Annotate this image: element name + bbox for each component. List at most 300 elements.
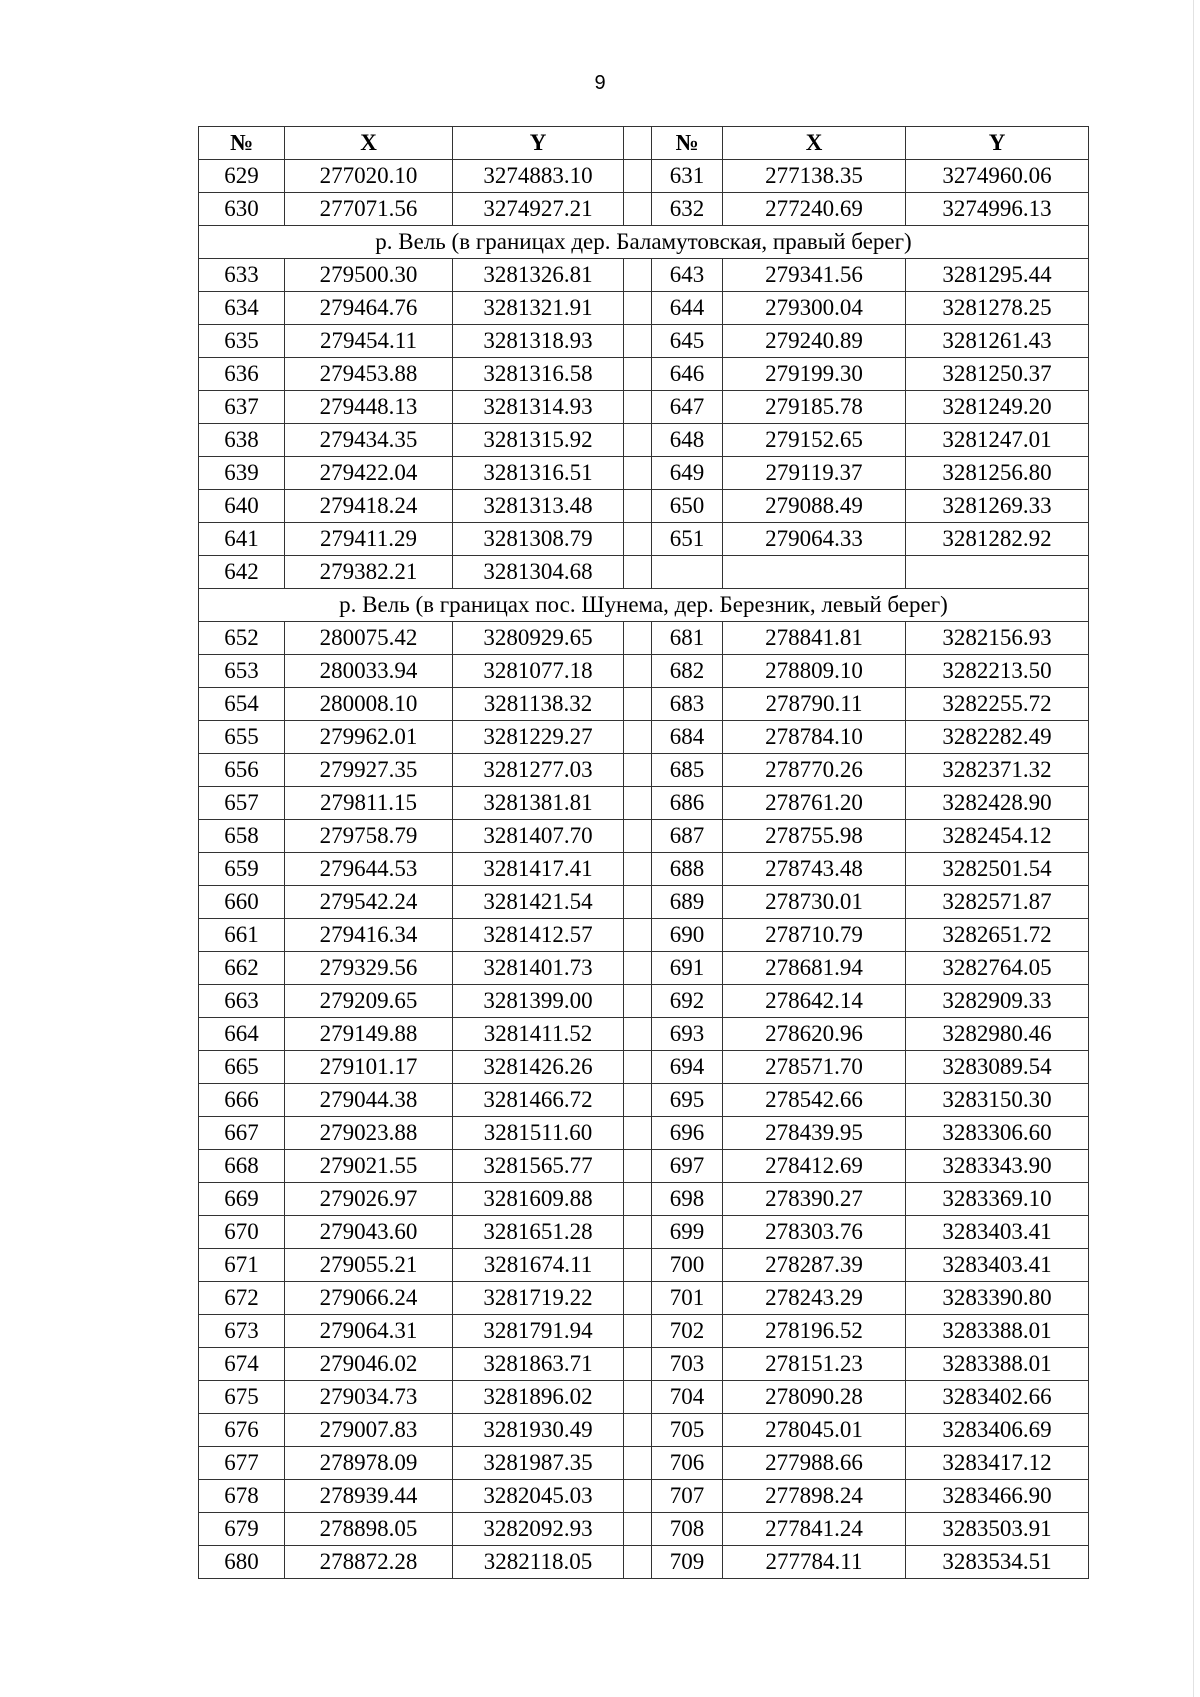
y-value-right: 3282255.72 <box>906 688 1089 721</box>
gap-cell <box>624 1018 652 1051</box>
table-row <box>199 1150 1089 1183</box>
table-row <box>199 1051 1089 1084</box>
table-row <box>199 1117 1089 1150</box>
table-row <box>199 721 1089 754</box>
x-value-left: 279209.65 <box>285 985 453 1018</box>
point-number-right: 701 <box>652 1282 723 1315</box>
gap-cell <box>624 1282 652 1315</box>
point-number-right: 696 <box>652 1117 723 1150</box>
x-value-left: 279064.31 <box>285 1315 453 1348</box>
point-number-right: 708 <box>652 1513 723 1546</box>
y-value-right: 3274960.06 <box>906 160 1089 193</box>
x-value-right: 277898.24 <box>723 1480 906 1513</box>
y-value-right: 3283402.66 <box>906 1381 1089 1414</box>
table-row <box>199 985 1089 1018</box>
point-number-left: 660 <box>199 886 285 919</box>
y-value-left: 3281411.52 <box>453 1018 624 1051</box>
table-row <box>199 160 1089 193</box>
x-value-right: 279152.65 <box>723 424 906 457</box>
x-value-right: 278710.79 <box>723 919 906 952</box>
y-value-right: 3281250.37 <box>906 358 1089 391</box>
table-row <box>199 1183 1089 1216</box>
x-value-right: 277240.69 <box>723 193 906 226</box>
x-value-right: 279088.49 <box>723 490 906 523</box>
gap-cell <box>624 523 652 556</box>
y-value-right: 3282454.12 <box>906 820 1089 853</box>
gap-cell <box>624 952 652 985</box>
y-value-left: 3282092.93 <box>453 1513 624 1546</box>
y-value-right: 3282213.50 <box>906 655 1089 688</box>
y-value-left: 3281791.94 <box>453 1315 624 1348</box>
point-number-left: 634 <box>199 292 285 325</box>
gap-cell <box>624 358 652 391</box>
x-value-left: 278978.09 <box>285 1447 453 1480</box>
table-row <box>199 1282 1089 1315</box>
point-number-right: 631 <box>652 160 723 193</box>
x-value-right: 278755.98 <box>723 820 906 853</box>
y-value-right: 3281249.20 <box>906 391 1089 424</box>
point-number-left: 659 <box>199 853 285 886</box>
y-value-right: 3283406.69 <box>906 1414 1089 1447</box>
header-gap <box>624 127 652 160</box>
table-row <box>199 1480 1089 1513</box>
point-number-left: 664 <box>199 1018 285 1051</box>
table-row <box>199 1513 1089 1546</box>
point-number-left: 667 <box>199 1117 285 1150</box>
x-value-right: 277138.35 <box>723 160 906 193</box>
page-edge-line <box>1193 0 1194 1697</box>
x-value-right: 277988.66 <box>723 1447 906 1480</box>
point-number-left: 676 <box>199 1414 285 1447</box>
gap-cell <box>624 1348 652 1381</box>
x-value-right: 278743.48 <box>723 853 906 886</box>
x-value-right: 278809.10 <box>723 655 906 688</box>
x-value-right: 277841.24 <box>723 1513 906 1546</box>
table-row <box>199 259 1089 292</box>
gap-cell <box>624 1480 652 1513</box>
x-value-left: 279418.24 <box>285 490 453 523</box>
point-number-right: 689 <box>652 886 723 919</box>
table-row <box>199 292 1089 325</box>
point-number-right: 688 <box>652 853 723 886</box>
point-number-left: 656 <box>199 754 285 787</box>
table-row <box>199 523 1089 556</box>
point-number-right: 644 <box>652 292 723 325</box>
table-row <box>199 688 1089 721</box>
table-row <box>199 358 1089 391</box>
y-value-right: 3283390.80 <box>906 1282 1089 1315</box>
point-number-right: 706 <box>652 1447 723 1480</box>
gap-cell <box>624 391 652 424</box>
y-value-left: 3281863.71 <box>453 1348 624 1381</box>
y-value-left: 3281412.57 <box>453 919 624 952</box>
point-number-left: 673 <box>199 1315 285 1348</box>
point-number-left: 640 <box>199 490 285 523</box>
x-value-right <box>723 556 906 589</box>
table-row <box>199 787 1089 820</box>
point-number-left: 657 <box>199 787 285 820</box>
point-number-left: 636 <box>199 358 285 391</box>
header-x-left: X <box>285 127 453 160</box>
point-number-right: 703 <box>652 1348 723 1381</box>
x-value-left: 279023.88 <box>285 1117 453 1150</box>
y-value-left: 3274927.21 <box>453 193 624 226</box>
x-value-left: 279101.17 <box>285 1051 453 1084</box>
x-value-left: 277071.56 <box>285 193 453 226</box>
gap-cell <box>624 853 652 886</box>
gap-cell <box>624 787 652 820</box>
table-row <box>199 1018 1089 1051</box>
y-value-left: 3281426.26 <box>453 1051 624 1084</box>
x-value-left: 279927.35 <box>285 754 453 787</box>
page-number: 9 <box>594 72 606 94</box>
x-value-right: 278412.69 <box>723 1150 906 1183</box>
gap-cell <box>624 1216 652 1249</box>
table-row <box>199 556 1089 589</box>
y-value-left: 3281987.35 <box>453 1447 624 1480</box>
x-value-right: 279064.33 <box>723 523 906 556</box>
y-value-right: 3282980.46 <box>906 1018 1089 1051</box>
table-row <box>199 655 1089 688</box>
y-value-right: 3282764.05 <box>906 952 1089 985</box>
gap-cell <box>624 622 652 655</box>
x-value-right: 279185.78 <box>723 391 906 424</box>
gap-cell <box>624 1546 652 1579</box>
point-number-left: 633 <box>199 259 285 292</box>
y-value-left: 3281077.18 <box>453 655 624 688</box>
x-value-right: 278045.01 <box>723 1414 906 1447</box>
x-value-right: 278090.28 <box>723 1381 906 1414</box>
table-row <box>199 622 1089 655</box>
y-value-right: 3282371.32 <box>906 754 1089 787</box>
point-number-left: 658 <box>199 820 285 853</box>
gap-cell <box>624 259 652 292</box>
point-number-left: 630 <box>199 193 285 226</box>
y-value-left: 3281511.60 <box>453 1117 624 1150</box>
point-number-left: 680 <box>199 1546 285 1579</box>
gap-cell <box>624 160 652 193</box>
y-value-left: 3281651.28 <box>453 1216 624 1249</box>
gap-cell <box>624 886 652 919</box>
y-value-left: 3281138.32 <box>453 688 624 721</box>
table-row <box>199 193 1089 226</box>
x-value-left: 279422.04 <box>285 457 453 490</box>
y-value-left: 3281466.72 <box>453 1084 624 1117</box>
point-number-right: 645 <box>652 325 723 358</box>
point-number-right: 649 <box>652 457 723 490</box>
point-number-right: 704 <box>652 1381 723 1414</box>
point-number-right: 651 <box>652 523 723 556</box>
y-value-right: 3283417.12 <box>906 1447 1089 1480</box>
y-value-left: 3281896.02 <box>453 1381 624 1414</box>
table-header-row <box>199 127 1089 160</box>
y-value-right: 3282651.72 <box>906 919 1089 952</box>
point-number-left: 666 <box>199 1084 285 1117</box>
x-value-left: 278872.28 <box>285 1546 453 1579</box>
gap-cell <box>624 721 652 754</box>
point-number-right: 648 <box>652 424 723 457</box>
point-number-right: 694 <box>652 1051 723 1084</box>
point-number-right: 683 <box>652 688 723 721</box>
table-row <box>199 1348 1089 1381</box>
x-value-right: 278287.39 <box>723 1249 906 1282</box>
y-value-right: 3283306.60 <box>906 1117 1089 1150</box>
point-number-left: 665 <box>199 1051 285 1084</box>
x-value-left: 280008.10 <box>285 688 453 721</box>
point-number-right: 709 <box>652 1546 723 1579</box>
x-value-left: 279066.24 <box>285 1282 453 1315</box>
x-value-left: 279500.30 <box>285 259 453 292</box>
table-row <box>199 1216 1089 1249</box>
point-number-left: 678 <box>199 1480 285 1513</box>
y-value-left: 3281304.68 <box>453 556 624 589</box>
table-row <box>199 886 1089 919</box>
point-number-left: 629 <box>199 160 285 193</box>
x-value-right: 278784.10 <box>723 721 906 754</box>
y-value-right: 3283503.91 <box>906 1513 1089 1546</box>
y-value-right: 3283388.01 <box>906 1348 1089 1381</box>
table-row <box>199 952 1089 985</box>
y-value-left: 3281421.54 <box>453 886 624 919</box>
point-number-left: 642 <box>199 556 285 589</box>
point-number-right: 687 <box>652 820 723 853</box>
table-row <box>199 457 1089 490</box>
gap-cell <box>624 193 652 226</box>
y-value-right: 3282428.90 <box>906 787 1089 820</box>
y-value-left: 3280929.65 <box>453 622 624 655</box>
point-number-left: 638 <box>199 424 285 457</box>
y-value-left: 3281229.27 <box>453 721 624 754</box>
section-title: р. Вель (в границах пос. Шунема, дер. Березник, левый берег) <box>199 589 1089 622</box>
x-value-left: 279811.15 <box>285 787 453 820</box>
point-number-left: 670 <box>199 1216 285 1249</box>
y-value-left: 3281674.11 <box>453 1249 624 1282</box>
y-value-left: 3281326.81 <box>453 259 624 292</box>
point-number-right: 697 <box>652 1150 723 1183</box>
header-y-left: Y <box>453 127 624 160</box>
x-value-left: 279021.55 <box>285 1150 453 1183</box>
x-value-left: 277020.10 <box>285 160 453 193</box>
header-num-right: № <box>652 127 723 160</box>
x-value-left: 278898.05 <box>285 1513 453 1546</box>
gap-cell <box>624 919 652 952</box>
point-number-right: 690 <box>652 919 723 952</box>
y-value-left: 3282118.05 <box>453 1546 624 1579</box>
point-number-left: 669 <box>199 1183 285 1216</box>
y-value-right: 3283343.90 <box>906 1150 1089 1183</box>
point-number-right: 700 <box>652 1249 723 1282</box>
y-value-right: 3281269.33 <box>906 490 1089 523</box>
x-value-right: 278542.66 <box>723 1084 906 1117</box>
x-value-right: 279199.30 <box>723 358 906 391</box>
point-number-left: 671 <box>199 1249 285 1282</box>
x-value-left: 279448.13 <box>285 391 453 424</box>
y-value-right: 3283534.51 <box>906 1546 1089 1579</box>
gap-cell <box>624 1183 652 1216</box>
x-value-right: 279300.04 <box>723 292 906 325</box>
point-number-left: 679 <box>199 1513 285 1546</box>
point-number-left: 635 <box>199 325 285 358</box>
point-number-left: 674 <box>199 1348 285 1381</box>
y-value-left: 3281314.93 <box>453 391 624 424</box>
x-value-left: 279329.56 <box>285 952 453 985</box>
y-value-left: 3274883.10 <box>453 160 624 193</box>
x-value-left: 279453.88 <box>285 358 453 391</box>
x-value-right: 278681.94 <box>723 952 906 985</box>
point-number-left: 661 <box>199 919 285 952</box>
gap-cell <box>624 292 652 325</box>
x-value-left: 279034.73 <box>285 1381 453 1414</box>
gap-cell <box>624 1051 652 1084</box>
coordinates-table <box>198 126 1089 1579</box>
table-row <box>199 853 1089 886</box>
point-number-right: 692 <box>652 985 723 1018</box>
y-value-right: 3282571.87 <box>906 886 1089 919</box>
gap-cell <box>624 1117 652 1150</box>
point-number-left: 662 <box>199 952 285 985</box>
y-value-left: 3281318.93 <box>453 325 624 358</box>
y-value-right: 3282156.93 <box>906 622 1089 655</box>
point-number-left: 668 <box>199 1150 285 1183</box>
x-value-left: 279434.35 <box>285 424 453 457</box>
table-row <box>199 325 1089 358</box>
section-title-row <box>199 589 1089 622</box>
table-row <box>199 1084 1089 1117</box>
point-number-right: 682 <box>652 655 723 688</box>
point-number-right: 705 <box>652 1414 723 1447</box>
y-value-left: 3281609.88 <box>453 1183 624 1216</box>
x-value-left: 279758.79 <box>285 820 453 853</box>
y-value-right: 3282501.54 <box>906 853 1089 886</box>
x-value-left: 279026.97 <box>285 1183 453 1216</box>
y-value-right: 3283150.30 <box>906 1084 1089 1117</box>
y-value-right: 3282909.33 <box>906 985 1089 1018</box>
point-number-right: 698 <box>652 1183 723 1216</box>
table-row <box>199 1447 1089 1480</box>
header-x-right: X <box>723 127 906 160</box>
point-number-left: 675 <box>199 1381 285 1414</box>
table-row <box>199 424 1089 457</box>
y-value-left: 3281316.51 <box>453 457 624 490</box>
x-value-right: 278303.76 <box>723 1216 906 1249</box>
x-value-right: 279341.56 <box>723 259 906 292</box>
y-value-left: 3281308.79 <box>453 523 624 556</box>
table-row <box>199 919 1089 952</box>
x-value-left: 279046.02 <box>285 1348 453 1381</box>
point-number-right: 643 <box>652 259 723 292</box>
x-value-right: 278761.20 <box>723 787 906 820</box>
point-number-right: 695 <box>652 1084 723 1117</box>
gap-cell <box>624 490 652 523</box>
x-value-left: 279007.83 <box>285 1414 453 1447</box>
table-row <box>199 1414 1089 1447</box>
point-number-left: 652 <box>199 622 285 655</box>
point-number-left: 637 <box>199 391 285 424</box>
gap-cell <box>624 325 652 358</box>
y-value-right: 3282282.49 <box>906 721 1089 754</box>
x-value-left: 279411.29 <box>285 523 453 556</box>
x-value-left: 280075.42 <box>285 622 453 655</box>
x-value-left: 279962.01 <box>285 721 453 754</box>
point-number-left: 672 <box>199 1282 285 1315</box>
gap-cell <box>624 424 652 457</box>
gap-cell <box>624 1414 652 1447</box>
y-value-right: 3283388.01 <box>906 1315 1089 1348</box>
y-value-right: 3283089.54 <box>906 1051 1089 1084</box>
gap-cell <box>624 985 652 1018</box>
gap-cell <box>624 457 652 490</box>
point-number-right: 650 <box>652 490 723 523</box>
gap-cell <box>624 820 652 853</box>
y-value-right: 3281278.25 <box>906 292 1089 325</box>
y-value-left: 3281316.58 <box>453 358 624 391</box>
x-value-left: 279149.88 <box>285 1018 453 1051</box>
x-value-right: 279119.37 <box>723 457 906 490</box>
x-value-left: 279044.38 <box>285 1084 453 1117</box>
table-row <box>199 820 1089 853</box>
x-value-right: 278770.26 <box>723 754 906 787</box>
point-number-right: 693 <box>652 1018 723 1051</box>
y-value-right: 3281261.43 <box>906 325 1089 358</box>
y-value-left: 3281930.49 <box>453 1414 624 1447</box>
x-value-left: 279382.21 <box>285 556 453 589</box>
y-value-right: 3281282.92 <box>906 523 1089 556</box>
y-value-left: 3281407.70 <box>453 820 624 853</box>
gap-cell <box>624 1249 652 1282</box>
point-number-left: 655 <box>199 721 285 754</box>
table-row <box>199 1546 1089 1579</box>
y-value-left: 3281277.03 <box>453 754 624 787</box>
gap-cell <box>624 1315 652 1348</box>
x-value-left: 279043.60 <box>285 1216 453 1249</box>
point-number-right: 685 <box>652 754 723 787</box>
x-value-right: 278571.70 <box>723 1051 906 1084</box>
y-value-left: 3281417.41 <box>453 853 624 886</box>
table-row <box>199 391 1089 424</box>
gap-cell <box>624 688 652 721</box>
x-value-right: 278841.81 <box>723 622 906 655</box>
y-value-left: 3281399.00 <box>453 985 624 1018</box>
y-value-right: 3283466.90 <box>906 1480 1089 1513</box>
y-value-right: 3274996.13 <box>906 193 1089 226</box>
x-value-right: 279240.89 <box>723 325 906 358</box>
point-number-right: 681 <box>652 622 723 655</box>
gap-cell <box>624 1150 652 1183</box>
point-number-right: 632 <box>652 193 723 226</box>
point-number-left: 663 <box>199 985 285 1018</box>
header-num-left: № <box>199 127 285 160</box>
x-value-left: 279454.11 <box>285 325 453 358</box>
point-number-right: 647 <box>652 391 723 424</box>
x-value-left: 279416.34 <box>285 919 453 952</box>
x-value-right: 278730.01 <box>723 886 906 919</box>
x-value-right: 278196.52 <box>723 1315 906 1348</box>
y-value-right: 3281247.01 <box>906 424 1089 457</box>
x-value-right: 277784.11 <box>723 1546 906 1579</box>
point-number-right: 684 <box>652 721 723 754</box>
table-body <box>199 160 1089 1579</box>
table-row <box>199 1381 1089 1414</box>
x-value-left: 280033.94 <box>285 655 453 688</box>
point-number-left: 641 <box>199 523 285 556</box>
x-value-right: 278151.23 <box>723 1348 906 1381</box>
y-value-right <box>906 556 1089 589</box>
point-number-right: 686 <box>652 787 723 820</box>
x-value-right: 278243.29 <box>723 1282 906 1315</box>
y-value-left: 3281315.92 <box>453 424 624 457</box>
y-value-right: 3281256.80 <box>906 457 1089 490</box>
x-value-left: 279055.21 <box>285 1249 453 1282</box>
